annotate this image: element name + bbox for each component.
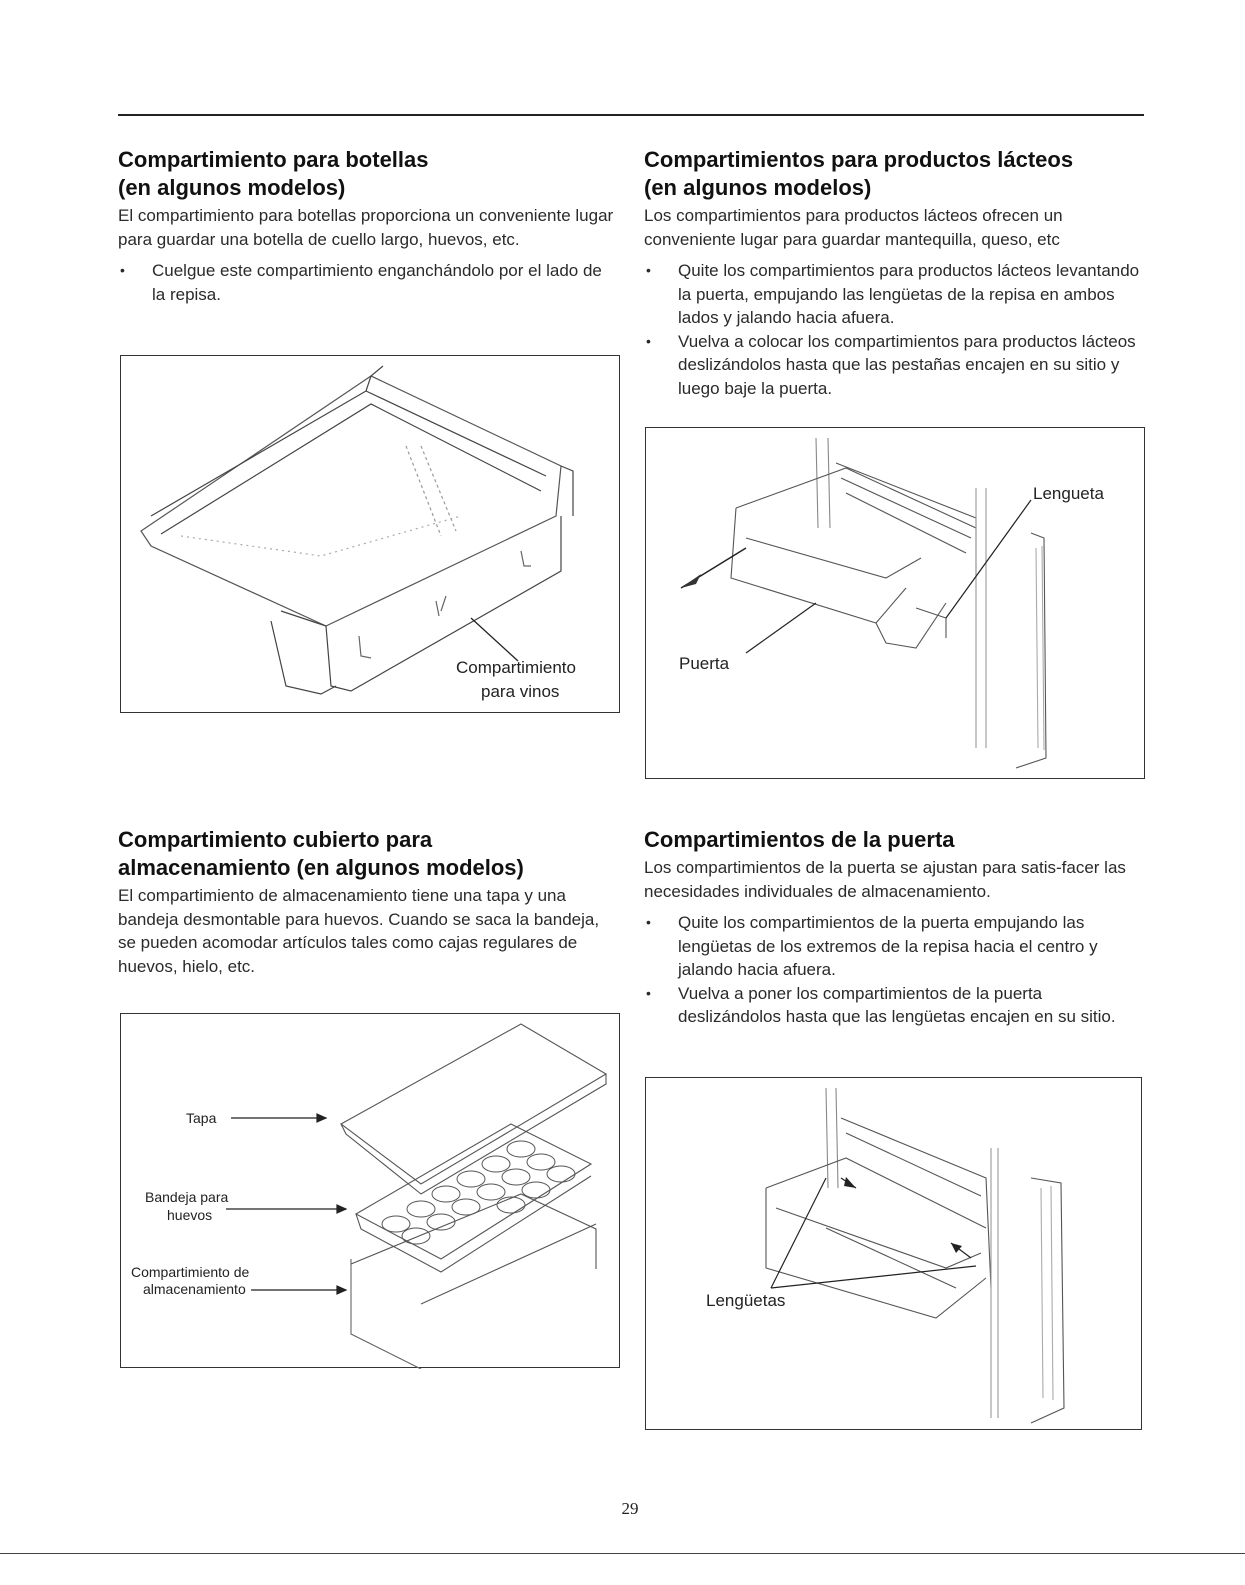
bullet-item: • Quite los compartimientos de la puerta empujando las lengüetas de los extremos de la repisa hacia el centro y jalando hacia afuera. (644, 911, 1144, 982)
storage-bin-label-line1: Compartimiento de (131, 1264, 250, 1280)
top-rule (118, 114, 1144, 116)
section-door-compartments (644, 826, 1144, 1029)
section-bottle-compartment (118, 146, 618, 306)
title-line-1: Compartimientos para productos lácteos (644, 147, 1074, 172)
figure-wine-compartment (120, 355, 620, 713)
figure-door-compartments (645, 1077, 1142, 1430)
page-number: 29 (621, 1499, 639, 1518)
tab-label: Lengueta (1033, 484, 1104, 503)
section-title (118, 826, 618, 882)
section-body: Los compartimientos de la puerta se ajustan para satis-facer las necesidades individuales de almacenamiento. (644, 858, 1126, 901)
title-line-1: Compartimiento para botellas (118, 147, 429, 172)
section-title (118, 146, 618, 202)
section-title (644, 146, 1144, 202)
section-title (644, 826, 1144, 854)
wine-compartment-label-line1: Compartimiento (456, 658, 576, 677)
title-line-1: Compartimientos de la puerta (644, 827, 955, 852)
bullet-item: • Vuelva a colocar los compartimientos para productos lácteos deslizándolos hasta que las pestañas encajen en su sitio y luego baje la puerta. (644, 330, 1144, 401)
section-covered-storage (118, 826, 618, 978)
dairy-door-illustration (646, 428, 1146, 780)
door-label: Puerta (679, 654, 730, 673)
lid-label: Tapa (186, 1110, 217, 1126)
figure-dairy-compartment (645, 427, 1145, 779)
bullet-item: • Vuelva a poner los compartimientos de la puerta deslizándolos hasta que las lengüetas encajen en su sitio. (644, 982, 1144, 1029)
figure-covered-storage (120, 1013, 620, 1368)
section-body: Los compartimientos para productos lácteos ofrecen un conveniente lugar para guardar mantequilla, queso, etc (644, 206, 1063, 249)
title-line-2: almacenamiento (en algunos modelos) (118, 855, 524, 880)
title-line-2: (en algunos modelos) (644, 175, 872, 200)
door-bin-illustration (646, 1078, 1143, 1431)
bullet-item: • Quite los compartimientos para productos lácteos levantando la puerta, empujando las lengüetas de la repisa en ambos lados y jalando hacia afuera. (644, 259, 1144, 330)
section-dairy-compartments (644, 146, 1144, 400)
wine-compartment-label-line2: para vinos (481, 682, 560, 701)
section-body: El compartimiento de almacenamiento tiene una tapa y una bandeja desmontable para huevos. Cuando se saca la bandeja, se pueden acomodar artículos tales como cajas regulares de huevos, hielo, etc. (118, 886, 600, 976)
bullet-list (118, 259, 618, 306)
title-line-1: Compartimiento cubierto para (118, 827, 433, 852)
bullet-list (644, 911, 1144, 1029)
tabs-label: Lengüetas (706, 1291, 786, 1310)
bullet-item: • Cuelgue este compartimiento enganchándolo por el lado de la repisa. (118, 259, 618, 306)
egg-tray-label-line1: Bandeja para (145, 1189, 229, 1205)
title-line-2: (en algunos modelos) (118, 175, 346, 200)
section-body: El compartimiento para botellas proporciona un conveniente lugar para guardar una botella de cuello largo, huevos, etc. (118, 206, 614, 249)
storage-bin-label-line2: almacenamiento (143, 1281, 246, 1297)
egg-tray-label-line2: huevos (167, 1207, 213, 1223)
bullet-list (644, 259, 1144, 400)
bottom-rule (0, 1553, 1245, 1554)
